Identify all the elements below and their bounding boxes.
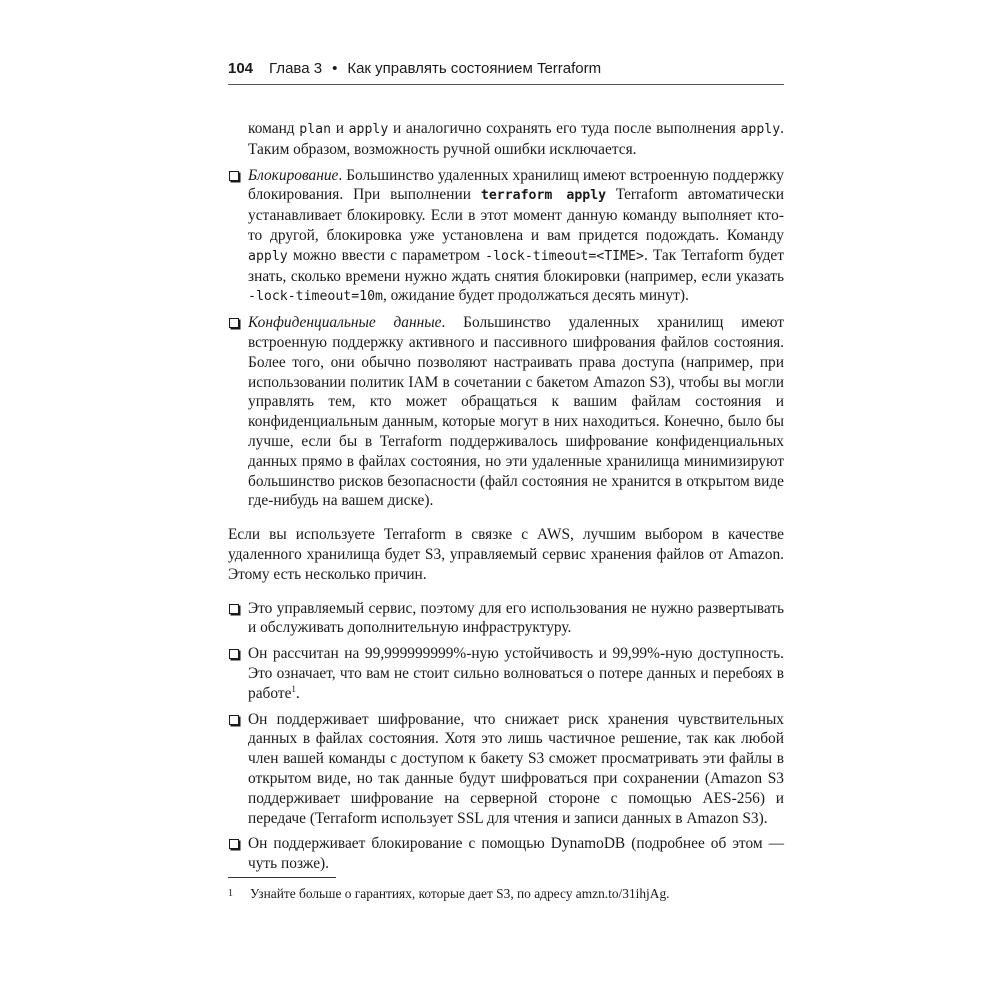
text-run: . Так Terraform будет знать, сколько времени нужно ждать снятия блокировки (например, если указать — [248, 246, 784, 285]
text-run: . Большинство удаленных хранилищ имеют встроенную поддержку активного и пассивного шифрования файлов состояния. Более того, они обычно позволяют настраивать права доступа (например, при использовании политик IAM в сочетании с бакетом Amazon S3), чтобы вы могли управлять тем, кто может обращаться к вашим файлам состояния и конфиденциальным данным, которые могут в них находиться. Конечно, было бы лучше, если бы в Terraform поддерживалось шифрование конфиденциальных данных прямо в файлах состояния, но эти удаленные хранилища минимизируют большинство рисков безопасности (файл состояния не хранится в открытом виде где-нибудь на вашем диске). — [248, 314, 784, 510]
list-item-text: Он поддерживает блокирование с помощью DynamoDB (подробнее об этом — чуть позже). — [248, 835, 784, 873]
footnote-divider — [228, 877, 336, 878]
text-run: можно ввести с параметром — [287, 246, 486, 264]
code-lock-timeout: -lock-timeout=<TIME> — [485, 248, 644, 264]
header-separator: • — [332, 60, 338, 77]
list-item — [228, 710, 784, 829]
checkbox-bullet-icon — [229, 171, 239, 181]
intro-paragraph: Если вы используете Terraform в связке с AWS, лучшим выбором в качестве удаленного хранилища будет S3, управляемый сервис хранения файлов от Amazon. Этому есть несколько причин. — [228, 526, 784, 583]
code-apply: apply — [248, 248, 288, 264]
list-item — [228, 834, 784, 874]
code-lock-timeout-10m: -lock-timeout=10m — [248, 289, 383, 305]
list-item-text — [248, 166, 784, 308]
text-run: , ожидание будет продолжаться десять минут). — [382, 287, 689, 305]
text-run: Terraform автоматически устанавливает блокировку. Если в этот момент данную команду выполняет кто-то другой, блокировка уже установлена и вам придется подождать. Команду — [248, 186, 785, 244]
list-item-text — [248, 644, 784, 703]
text-run: Он рассчитан на 99,999999999%-ную устойчивость и 99,99%-ную доступность. Это означает, что вам не стоит сильно волноваться о потере данных и перебоях в работе — [248, 645, 784, 702]
page-body — [228, 119, 784, 874]
reasons-list — [228, 599, 784, 874]
continuation-paragraph — [228, 119, 784, 160]
list-item-text: Это управляемый сервис, поэтому для его использования не нужно развертывать и обслуживать дополнительную инфраструктуру. — [248, 599, 784, 637]
list-item-locking — [228, 166, 784, 308]
checkbox-bullet-icon — [229, 649, 239, 659]
footnote — [228, 885, 784, 903]
text-run: и — [331, 120, 349, 137]
list-item — [228, 644, 784, 703]
text-run: . Таким образом, возможность ручной ошибки исключается. — [248, 120, 785, 158]
code-plan: plan — [299, 122, 332, 137]
text-run: . — [295, 684, 300, 702]
text-run: команд — [248, 120, 300, 137]
checkbox-bullet-icon — [229, 318, 239, 328]
page-number: 104 — [228, 60, 254, 77]
item-title: Блокирование — [248, 166, 339, 184]
text-run: и аналогично сохранять его туда после выполнения — [388, 120, 741, 137]
list-item-secrets — [228, 313, 784, 511]
checkbox-bullet-icon — [229, 839, 239, 849]
footnote-number: 1 — [228, 888, 233, 899]
chapter-title: Как управлять состоянием Terraform — [347, 60, 602, 77]
list-item-text — [248, 313, 784, 511]
text-run: . Большинство удаленных хранилищ имеют встроенную поддержку блокирования. При выполнении — [248, 166, 784, 204]
checkbox-bullet-icon — [229, 604, 239, 614]
item-title: Конфиденциальные данные — [248, 314, 442, 332]
list-item-text: Он поддерживает шифрование, что снижает риск хранения чувствительных данных в файлах состояния. Хотя это лишь частичное решение, так как любой член вашей команды с доступом к бакету S3 сможет просматривать эти файлы в открытом виде, но так данные будут шифроваться при сохранении (Amazon S3 поддерживает шифрование на серверной стороне с помощью AES-256) и передаче (Terraform использует SSL для чтения и записи данных в Amazon S3). — [248, 710, 784, 827]
code-apply: apply — [740, 122, 781, 137]
code-terraform-apply: terraform apply — [480, 188, 607, 204]
code-apply: apply — [348, 122, 389, 137]
running-header — [228, 56, 784, 85]
list-item — [228, 599, 784, 639]
footnote-ref: 1 — [291, 683, 296, 694]
checkbox-bullet-icon — [229, 715, 239, 725]
chapter-label: Глава 3 — [269, 60, 323, 77]
footnote-text: Узнайте больше о гарантиях, которые дает S3, по адресу amzn.to/31ihjAg. — [250, 886, 670, 901]
